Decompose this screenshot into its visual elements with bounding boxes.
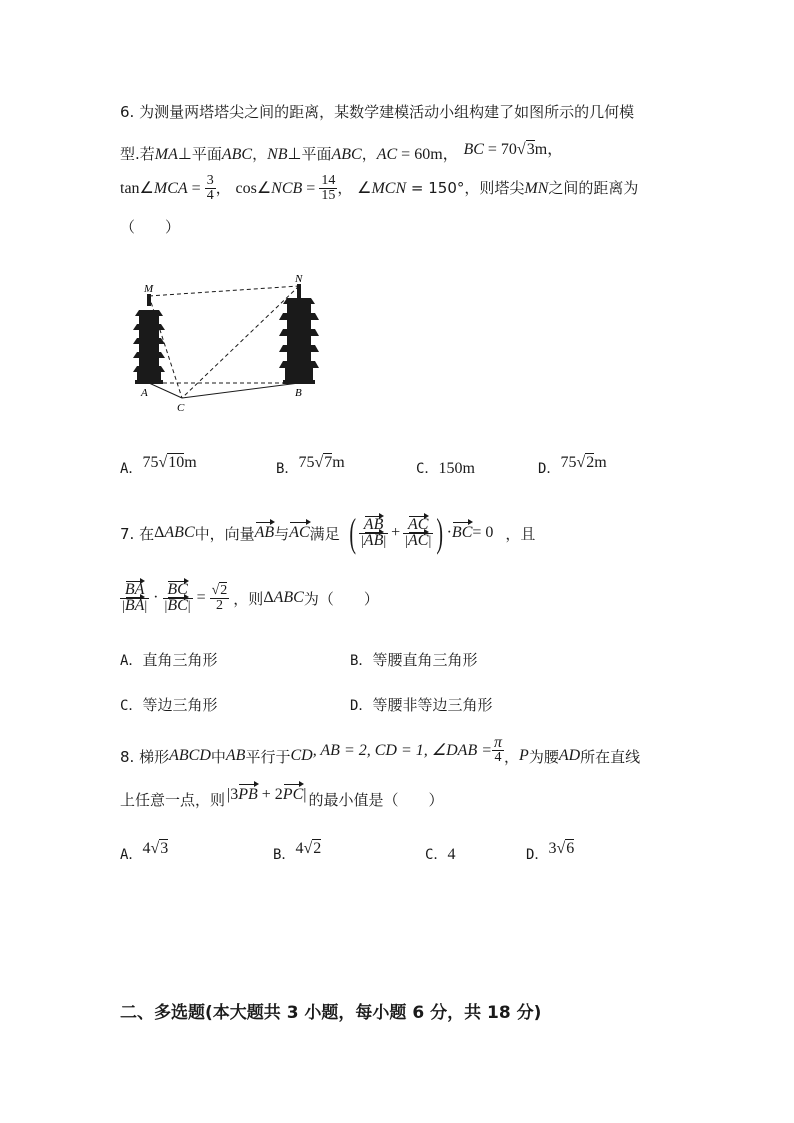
q8-line1: 8. 梯形 ABCD 中 AB 平行于 CD , AB = 2, CD = 1, ∠DAB = $\frac{\pi}{4}$ ， P 为腰 AD 所在直线 [120,733,641,766]
q8-expression: |3PB + 2PC| [227,786,307,803]
q6-option-c[interactable]: C．150m [416,460,475,477]
q6-option-b[interactable]: B．75√7m [276,454,345,477]
q8-option-b[interactable]: B．4√2 [273,840,322,863]
q7-condition-expr: ( $\frac{AB}{|AB|}$ + $\frac{AC}{|AC|}$ ) · BC = 0 [348,510,494,555]
q6-option-d[interactable]: D．75√2m [538,454,607,477]
pagoda-figure [125,270,325,415]
q8-option-a[interactable]: A．4√3 [120,840,169,863]
q7-line1: 7. 在 Δ ABC 中，向量 AB 与 AC 满足 ( $\frac{AB}{|AB|}$ + $\frac{AC}{|AC|}$ ) · BC = 0 ，且 [120,510,536,555]
cos-fraction: $\frac{14}{15}$ [321,173,336,203]
q6-answer-paren: （ ） [120,218,181,236]
q7-option-a[interactable]: A．直角三角形 [120,651,218,669]
pagoda-left [133,294,165,384]
q7-option-c[interactable]: C．等边三角形 [120,696,218,714]
label-M: M [144,283,154,295]
label-N: N [295,273,303,285]
label-C: C [177,402,185,414]
q8-line2: 上任意一点，则 |3PB + 2PC| 的最小值是（ ） [120,786,444,809]
q8-option-c[interactable]: C．4 [425,846,456,863]
geometry-lines [149,286,299,398]
section-title-multiple-choice: 二、多选题(本大题共 3 小题，每小题 6 分，共 18 分) [120,1003,542,1023]
q7-option-b[interactable]: B．等腰直角三角形 [350,651,478,669]
q7-line2: $\frac{BA}{|BA|}$ · $\frac{BC}{|BC|}$ = $\frac{√2}{2}$ ，则 Δ ABC 为（ ） [122,580,379,614]
label-B: B [295,387,302,399]
q6-line3: tan∠MCA = $\frac{3}{4}$ ， cos∠NCB = $\frac{14}{15}$ ， ∠MCN = 150°，则塔尖MN之间的距离为 [120,173,639,203]
label-A: A [141,387,148,399]
q6-line1: 6. 为测量两塔塔尖之间的距离，某数学建模活动小组构建了如图所示的几何模 [120,103,635,121]
q6-line2: 型.若MA⊥平面ABC，NB⊥平面ABC，AC = 60m， BC = 70√3m， [120,141,564,163]
tan-fraction: $\frac{3}{4}$ [206,173,214,203]
q6-option-a[interactable]: A．75√10m [120,454,197,477]
pagoda-right [279,284,319,384]
q7-option-d[interactable]: D．等腰非等边三角形 [350,696,493,714]
q8-option-d[interactable]: D．3√6 [526,840,575,863]
